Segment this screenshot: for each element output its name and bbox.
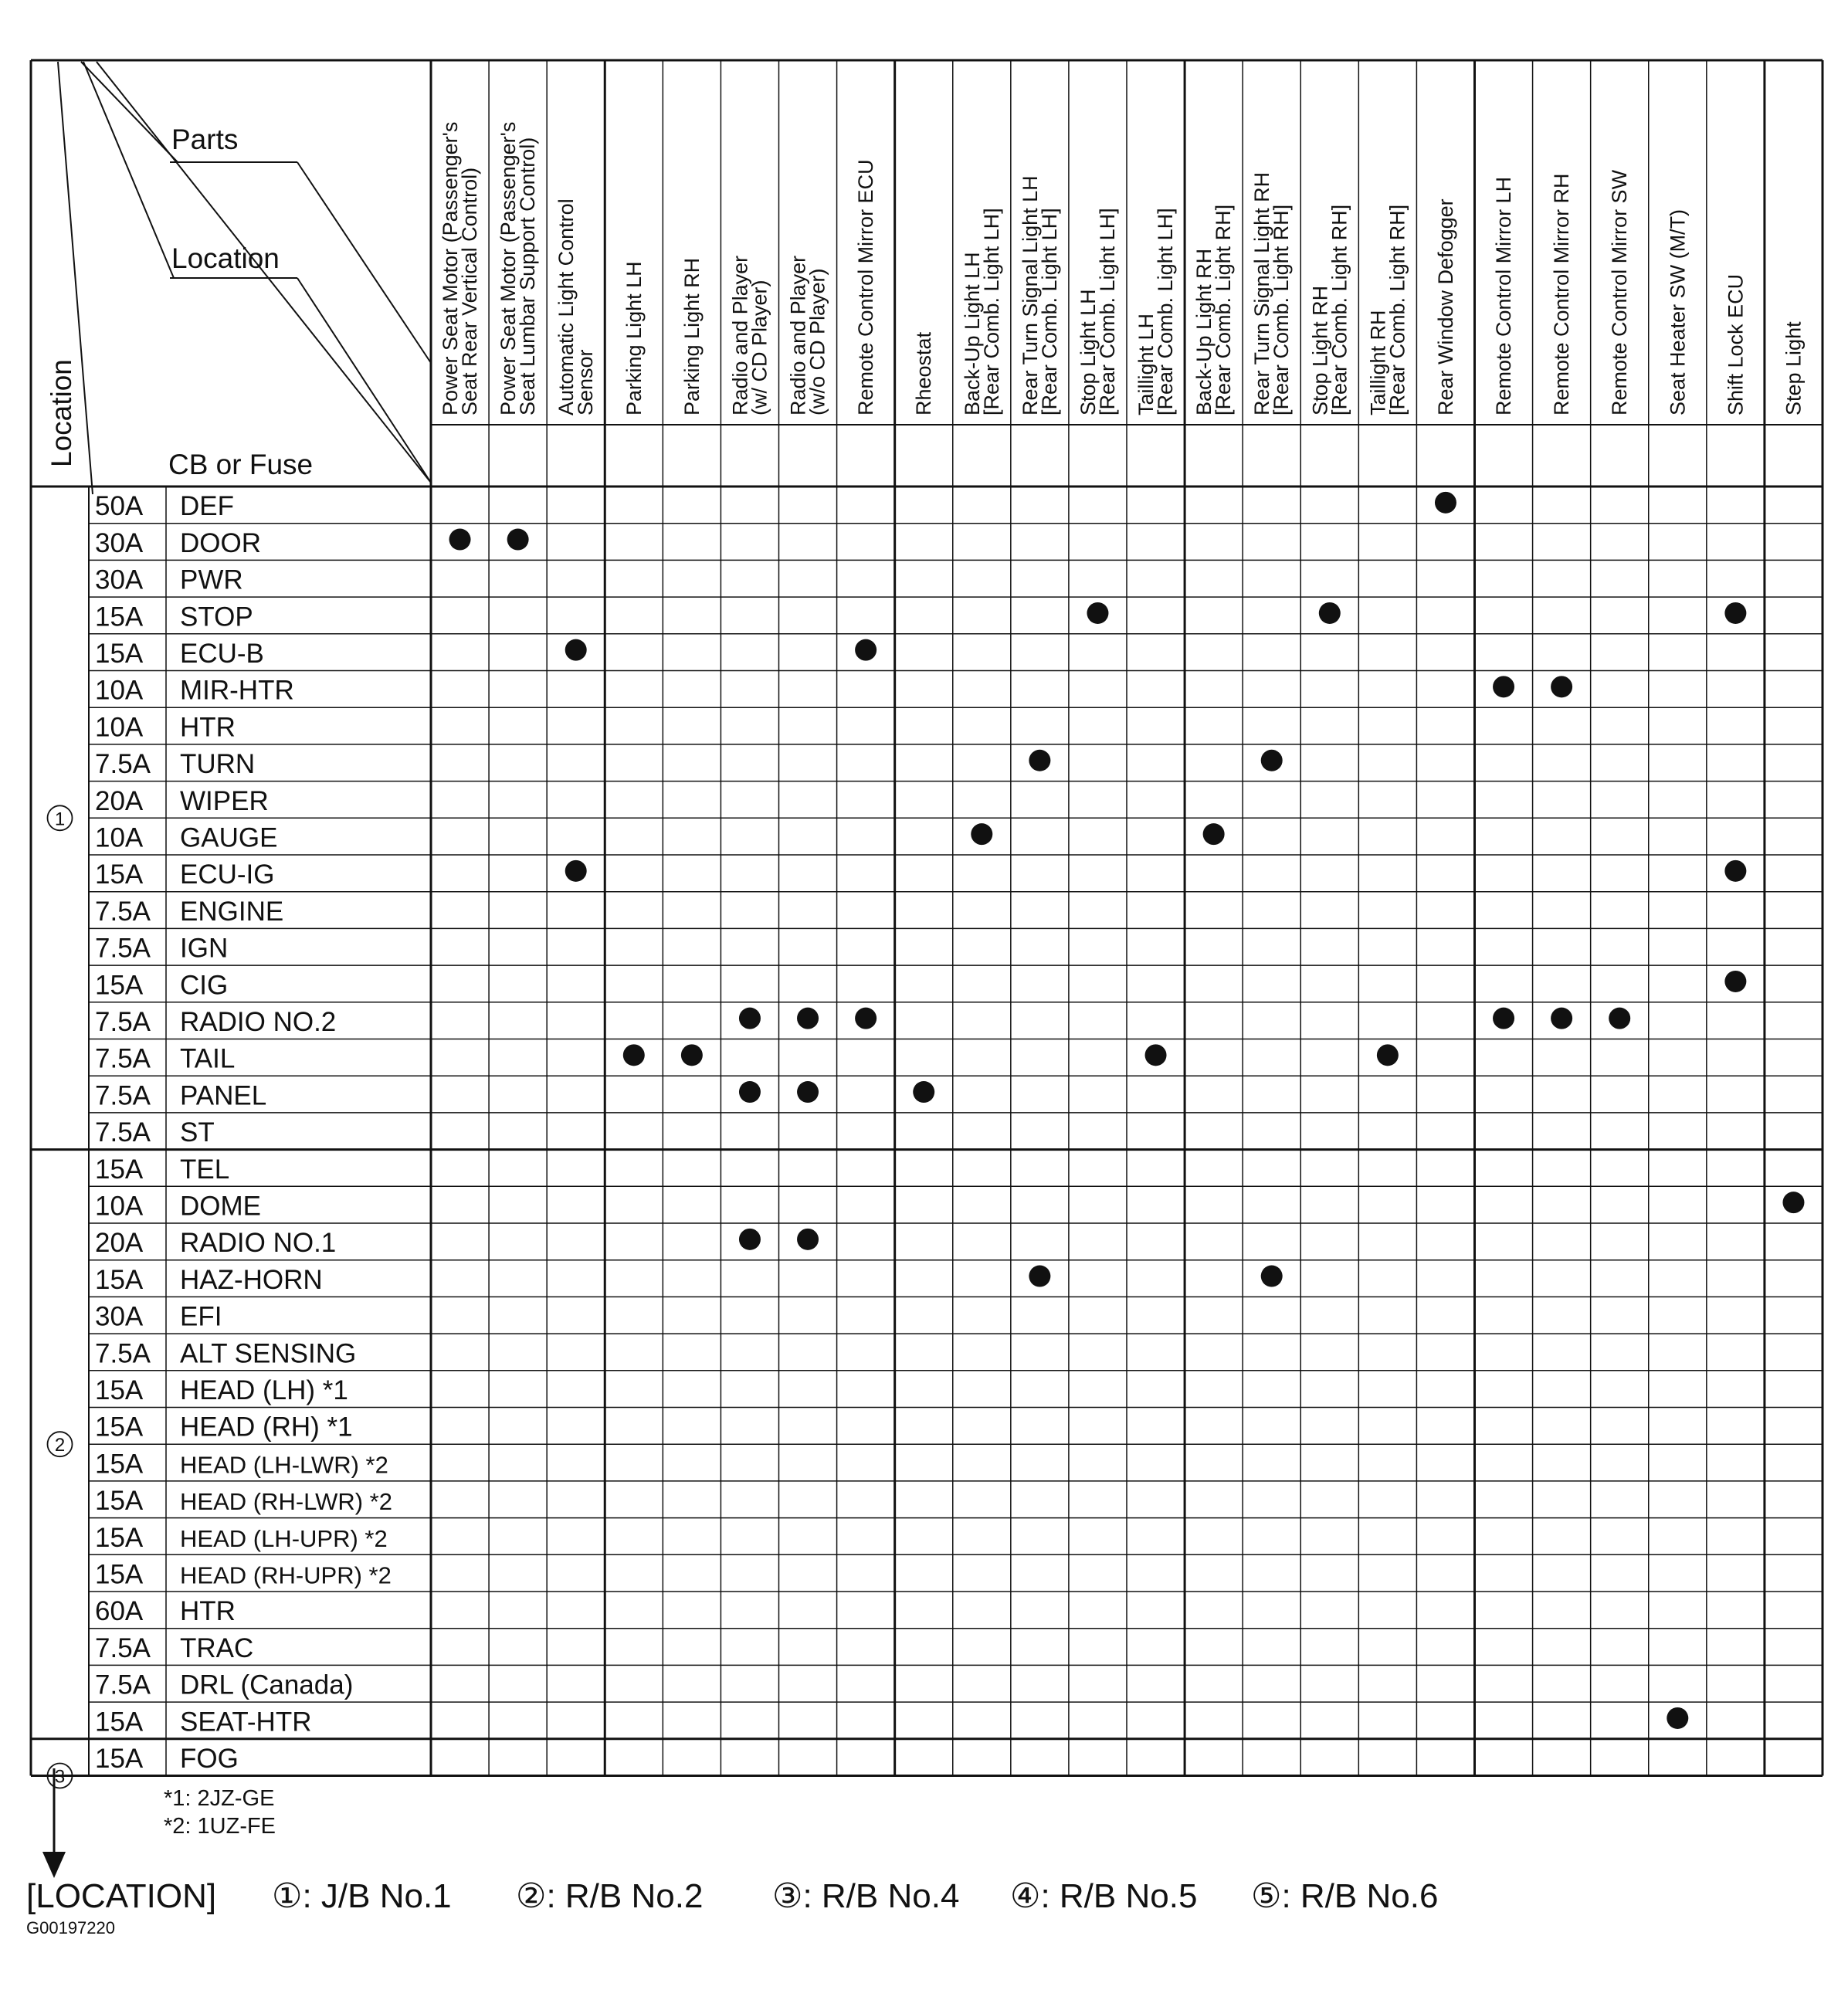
fuse-name: MIR-HTR: [180, 675, 294, 706]
connection-dot: [739, 1081, 761, 1103]
fuse-name: HEAD (RH) *1: [180, 1412, 353, 1442]
part-label-line: Taillight LH: [1134, 313, 1158, 415]
part-label-line: Radio and Player: [728, 255, 752, 415]
fuse-name: WIPER: [180, 785, 269, 816]
fuse-name: STOP: [180, 602, 253, 632]
part-label-line: [Rear Comb. Light RH]: [1385, 204, 1409, 415]
part-label-line: Back-Up Light LH: [960, 252, 984, 415]
part-label-23: [1782, 321, 1805, 415]
part-label-line: Power Seat Motor (Passenger's: [439, 121, 463, 415]
fuse-name: ECU-B: [180, 639, 264, 670]
connection-dot: [565, 860, 587, 882]
connection-dot: [1724, 971, 1746, 992]
location-legend-item-4: ④: R/B No.5: [1010, 1877, 1198, 1915]
connection-dot: [739, 1229, 761, 1250]
group-label: 2: [54, 1435, 66, 1456]
part-label-line: Remote Control Mirror LH: [1492, 176, 1516, 415]
parts-leader-2: [297, 162, 431, 363]
footer: [26, 1768, 1438, 1937]
connection-dot: [1724, 602, 1746, 624]
part-label-16: [1366, 205, 1409, 415]
part-label-13: [1192, 205, 1235, 415]
location-label: Location: [171, 242, 280, 274]
connection-dot: [1029, 1266, 1050, 1287]
fuse-amp: 15A: [95, 1744, 144, 1775]
connection-dot: [623, 1044, 645, 1066]
part-label-line: [Rear Comb. Light LH]: [1095, 208, 1119, 415]
connection-dot: [1435, 492, 1456, 514]
part-label-3: [622, 261, 646, 415]
part-label-line: Seat Lumbar Support Control): [516, 137, 540, 415]
part-label-5: [728, 256, 771, 415]
part-label-line: Remote Control Mirror RH: [1550, 173, 1574, 415]
part-label-line: Taillight RH: [1366, 310, 1390, 415]
fuse-amp: 7.5A: [95, 896, 151, 927]
fuse-name: GAUGE: [180, 822, 278, 853]
connection-dot: [1145, 1044, 1167, 1066]
part-label-line: Rear Window Defogger: [1433, 198, 1457, 415]
part-label-line: [Rear Comb. Light RH]: [1212, 204, 1236, 415]
fuse-name: PWR: [180, 564, 243, 595]
part-label-15: [1308, 205, 1351, 415]
fuse-name: ST: [180, 1117, 215, 1148]
connection-dot: [971, 823, 992, 845]
row-labels: [95, 491, 392, 1774]
fuse-name: HEAD (LH-LWR) *2: [180, 1451, 388, 1479]
location-axis-label: Location: [46, 359, 77, 467]
part-label-line: (w/ CD Player): [748, 280, 771, 415]
fuse-amp: 30A: [95, 564, 144, 595]
fuse-amp: 15A: [95, 1412, 144, 1442]
fuse-name: DOME: [180, 1191, 261, 1222]
fuse-amp: 7.5A: [95, 1117, 151, 1148]
fuse-amp: 30A: [95, 527, 144, 558]
connection-dot: [1667, 1707, 1688, 1729]
fuse-amp: 15A: [95, 602, 144, 632]
connection-dot: [1609, 1008, 1630, 1029]
fuse-name: CIG: [180, 970, 229, 1001]
fuse-name: HTR: [180, 1596, 236, 1627]
fuse-amp: 15A: [95, 859, 144, 890]
part-label-line: Rheostat: [912, 331, 936, 415]
connection-dot: [1261, 1266, 1283, 1287]
connection-dot: [739, 1008, 761, 1029]
location-arrow-head-icon: [42, 1852, 66, 1878]
fuse-name: RADIO NO.1: [180, 1228, 337, 1259]
connection-dot: [855, 1008, 877, 1029]
fuse-name: RADIO NO.2: [180, 1007, 337, 1038]
part-label-line: Power Seat Motor (Passenger's: [497, 121, 520, 415]
part-label-8: [912, 331, 935, 415]
part-label-line: [Rear Comb. Light RH]: [1328, 204, 1351, 415]
parts-label: Parts: [171, 124, 239, 155]
fuse-amp: 20A: [95, 785, 144, 816]
part-label-11: [1077, 208, 1119, 415]
part-labels: [439, 122, 1805, 415]
fuse-amp: 15A: [95, 970, 144, 1001]
fuse-amp: 10A: [95, 822, 144, 853]
fuse-amp: 7.5A: [95, 1043, 151, 1074]
fuse-amp: 15A: [95, 639, 144, 670]
fuse-amp: 15A: [95, 1154, 144, 1185]
part-label-7: [854, 159, 877, 415]
part-label-line: Remote Control Mirror ECU: [854, 159, 878, 415]
part-label-line: Rear Turn Signal Light RH: [1250, 171, 1274, 415]
fuse-amp: 10A: [95, 712, 144, 743]
fuse-amp: 15A: [95, 1264, 144, 1295]
part-label-line: Parking Light LH: [622, 261, 646, 415]
connection-dot: [1319, 602, 1341, 624]
fuse-amp: 15A: [95, 1559, 144, 1590]
connection-dot: [1551, 1008, 1572, 1029]
fuse-name: FOG: [180, 1744, 239, 1775]
part-label-line: Back-Up Light RH: [1192, 248, 1216, 415]
fuse-name: ECU-IG: [180, 859, 275, 890]
connection-dot: [449, 529, 471, 551]
part-label-line: Shift Lock ECU: [1724, 273, 1748, 415]
connection-dot: [1261, 750, 1283, 771]
part-label-22: [1724, 274, 1747, 415]
fuse-amp: 15A: [95, 1707, 144, 1737]
fuse-name: HEAD (LH-UPR) *2: [180, 1524, 388, 1552]
fuse-name: TAIL: [180, 1043, 236, 1074]
location-legend-item-2: ②: R/B No.2: [516, 1877, 704, 1915]
part-label-4: [680, 258, 704, 415]
location-legend-item-1: ①: J/B No.1: [272, 1877, 452, 1915]
part-label-20: [1608, 169, 1631, 415]
fuse-amp: 7.5A: [95, 1007, 151, 1038]
connection-dot: [1493, 1008, 1514, 1029]
location-legend-item-5: ⑤: R/B No.6: [1251, 1877, 1439, 1915]
connection-dot: [1087, 602, 1108, 624]
fuse-amp: 7.5A: [95, 1670, 151, 1700]
fuse-amp: 50A: [95, 491, 144, 522]
fuse-name: EFI: [180, 1301, 222, 1332]
part-label-9: [961, 208, 1003, 415]
fuse-amp: 7.5A: [95, 1080, 151, 1111]
fuse-name: DOOR: [180, 527, 261, 558]
connection-dot: [797, 1008, 819, 1029]
part-label-6: [787, 256, 829, 415]
header-area: [46, 62, 431, 494]
fuse-name: DEF: [180, 491, 234, 522]
fuse-name: HEAD (RH-LWR) *2: [180, 1488, 392, 1516]
fuse-name: TURN: [180, 749, 256, 780]
diagonal-line-2: [81, 62, 178, 162]
part-label-line: [Rear Comb. Light LH]: [1154, 208, 1178, 415]
figure-code: G00197220: [26, 1918, 115, 1937]
fuse-amp: 15A: [95, 1522, 144, 1553]
fuse-amp: 7.5A: [95, 1632, 151, 1663]
part-label-line: Seat Heater SW (M/T): [1666, 208, 1690, 415]
part-label-18: [1492, 177, 1515, 415]
connection-dot: [507, 529, 529, 551]
part-label-line: Stop Light RH: [1308, 285, 1332, 415]
fuse-name: ENGINE: [180, 896, 284, 927]
fuse-name: HAZ-HORN: [180, 1264, 323, 1295]
fuse-amp: 10A: [95, 675, 144, 706]
part-label-0: [439, 122, 481, 415]
connection-dot: [1203, 823, 1225, 845]
fuse-name: HEAD (LH) *1: [180, 1375, 348, 1406]
part-label-line: Radio and Player: [786, 255, 810, 415]
fuse-amp: 20A: [95, 1228, 144, 1259]
connection-dot: [1377, 1044, 1399, 1066]
footnote-1: *1: 2JZ-GE: [164, 1786, 275, 1811]
group-label: 3: [54, 1766, 66, 1788]
part-label-line: Rear Turn Signal Light LH: [1018, 175, 1042, 415]
group-label: 1: [54, 809, 66, 830]
location-legend-item-3: ③: R/B No.4: [772, 1877, 960, 1915]
part-label-12: [1134, 208, 1177, 415]
fuse-amp: 30A: [95, 1301, 144, 1332]
footnote-2: *2: 1UZ-FE: [164, 1814, 276, 1839]
location-leader-3: [83, 62, 174, 278]
fuse-amp: 15A: [95, 1375, 144, 1406]
fuse-amp: 60A: [95, 1596, 144, 1627]
part-label-19: [1550, 173, 1573, 415]
fuse-amp: 7.5A: [95, 749, 151, 780]
part-label-2: [554, 198, 597, 415]
fuse-name: TRAC: [180, 1632, 254, 1663]
part-label-line: Sensor: [574, 349, 598, 415]
part-label-line: Parking Light RH: [680, 257, 704, 415]
connection-dot: [565, 639, 587, 661]
part-label-line: (w/o CD Player): [805, 268, 829, 415]
part-label-line: Remote Control Mirror SW: [1608, 169, 1632, 415]
part-label-line: Seat Rear Vertical Control): [458, 167, 482, 415]
fuse-name: SEAT-HTR: [180, 1707, 312, 1737]
part-label-line: [Rear Comb. Light RH]: [1270, 204, 1294, 415]
part-label-line: Stop Light LH: [1076, 289, 1100, 415]
connection-dot: [797, 1081, 819, 1103]
part-label-14: [1250, 172, 1293, 415]
fuse-name: TEL: [180, 1154, 230, 1185]
connection-dot: [1029, 750, 1050, 771]
part-label-17: [1434, 198, 1457, 415]
connection-dot: [1724, 860, 1746, 882]
connection-dot: [1782, 1192, 1804, 1213]
connection-dot: [681, 1044, 703, 1066]
part-label-1: [497, 122, 539, 415]
location-legend-title: [LOCATION]: [26, 1877, 217, 1915]
fuse-amp: 7.5A: [95, 1338, 151, 1369]
connection-dot: [797, 1229, 819, 1250]
connection-dot: [1551, 676, 1572, 697]
fuse-amp: 15A: [95, 1449, 144, 1480]
part-label-line: [Rear Comb. Light LH]: [979, 208, 1003, 415]
connection-dot: [913, 1081, 934, 1103]
connection-dot: [855, 639, 877, 661]
location-leader-2: [297, 278, 431, 483]
fuse-name: IGN: [180, 933, 229, 964]
fuse-name: HEAD (RH-UPR) *2: [180, 1561, 392, 1589]
group-labels: [48, 805, 73, 1788]
connection-dot: [1493, 676, 1514, 697]
fuse-name: ALT SENSING: [180, 1338, 357, 1369]
part-label-line: Automatic Light Control: [554, 198, 578, 415]
cb-or-fuse-label: CB or Fuse: [168, 449, 314, 480]
part-label-21: [1666, 209, 1689, 415]
fuse-name: HTR: [180, 712, 236, 743]
fuse-amp: 10A: [95, 1191, 144, 1222]
fuse-name: PANEL: [180, 1080, 267, 1111]
part-label-line: Step Light: [1782, 321, 1806, 415]
fuse-amp: 7.5A: [95, 933, 151, 964]
fuse-amp: 15A: [95, 1486, 144, 1517]
part-label-line: [Rear Comb. Light LH]: [1037, 208, 1061, 415]
part-label-10: [1019, 175, 1061, 415]
fuse-name: DRL (Canada): [180, 1670, 354, 1700]
